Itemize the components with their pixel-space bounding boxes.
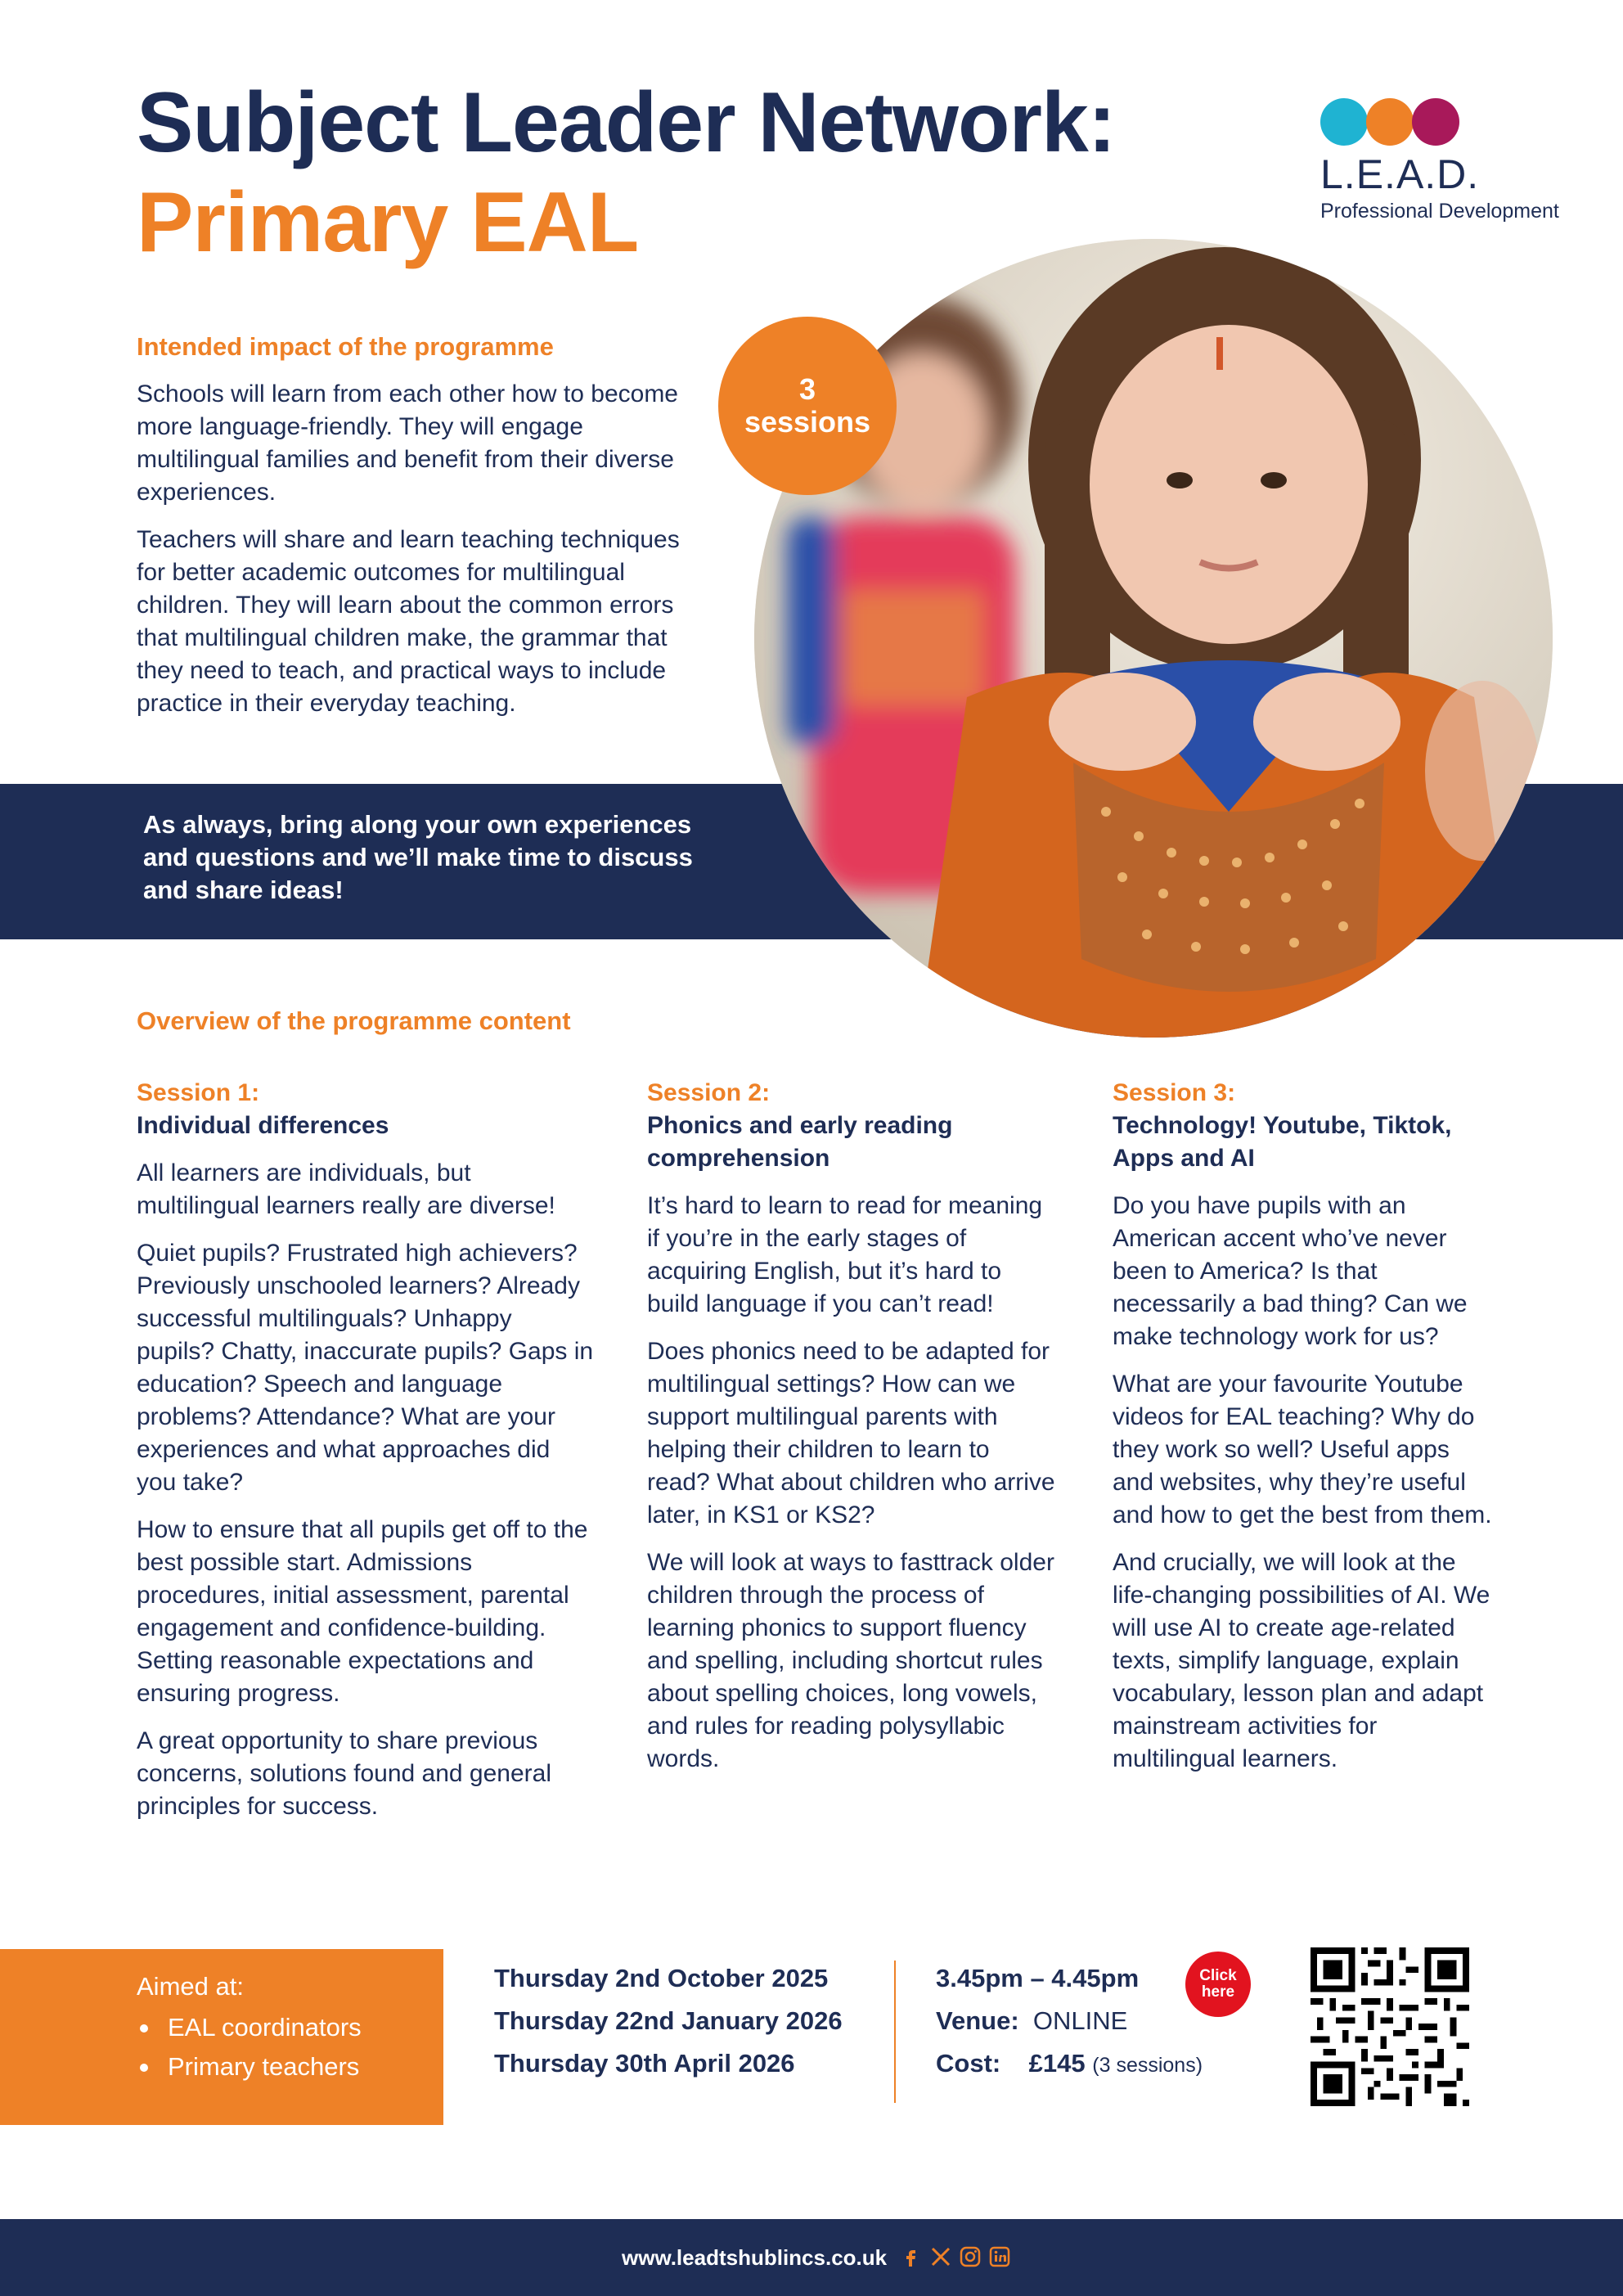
aimed-at-box — [0, 1949, 443, 2125]
sessions-badge — [718, 317, 897, 495]
session-paragraph: How to ensure that all pupils get off to the best possible start. Admissions procedures, initial assessment, parental engagement and confidence-building. Setting reasonable expectations and ensuring progress. — [137, 1516, 588, 1707]
social-icons — [900, 2245, 1011, 2268]
divider — [894, 1961, 896, 2103]
session-paragraph: Quiet pupils? Frustrated high achievers? Previously unschooled learners? Already successful multilinguals? Unhappy pupils? Chatty, inaccurate pupils? Gaps in education? Speech and language problems? Attendance? What are your experiences and what approaches did you take? — [137, 1240, 594, 1496]
session-paragraph: A great opportunity to share previous concerns, solutions found and general principles for success. — [137, 1727, 552, 1820]
session-label: Session 2: — [647, 1079, 771, 1106]
cost-label: Cost: — [936, 2049, 1001, 2078]
cost-value: £145 — [1028, 2049, 1086, 2078]
session-paragraph: And crucially, we will look at the life-changing possibilities of AI. We will use AI to create age-related texts, simplify language, explain vocabulary, lesson plan and adapt mainstream activities for multilingual learners. — [1113, 1549, 1490, 1772]
session-label: Session 3: — [1113, 1079, 1236, 1106]
aimed-at-label: Aimed at: — [137, 1972, 244, 2001]
session-label: Session 1: — [137, 1079, 260, 1106]
click-here-button[interactable] — [1185, 1952, 1251, 2017]
facebook-icon[interactable] — [900, 2245, 923, 2268]
cost-note: (3 sessions) — [1092, 2054, 1203, 2077]
session-paragraph: It’s hard to learn to read for meaning if you’re in the early stages of acquiring English, but it’s hard to build language if you can’t read! — [647, 1192, 1043, 1317]
click-here-line1: Click — [1199, 1967, 1237, 1984]
session-title: Technology! Youtube, Tiktok, Apps and AI — [1113, 1112, 1452, 1172]
impact-heading: Intended impact of the programme — [137, 332, 554, 361]
session-date: Thursday 30th April 2026 — [494, 2049, 795, 2078]
website-link[interactable]: www.leadtshublincs.co.uk — [622, 2245, 888, 2270]
click-here-line2: here — [1201, 1983, 1235, 2001]
band-text: As always, bring along your own experiences and questions and we’ll make time to discuss and share ideas! — [143, 810, 693, 904]
lead-logo — [1320, 98, 1566, 223]
title-line-1: Subject Leader Network: — [137, 75, 1116, 170]
session-paragraph: Does phonics need to be adapted for multilingual settings? How can we support multilingual parents with helping their children to learn to read? What about children who arrive later, in KS1 or KS2? — [647, 1338, 1055, 1528]
session-paragraph: Do you have pupils with an American accent who’ve never been to America? Is that necessarily a bad thing? Can we make technology work for us? — [1113, 1192, 1468, 1350]
aimed-at-item: EAL coordinators — [137, 2008, 443, 2047]
session-title: Individual differences — [137, 1112, 389, 1139]
logo-dots — [1320, 98, 1566, 146]
qr-code[interactable] — [1311, 1947, 1469, 2106]
session-2-column — [647, 1077, 1056, 1776]
impact-paragraph: Schools will learn from each other how to become more language-friendly. They will engage multilingual families and benefit from their diverse experiences. — [137, 380, 678, 506]
footer-bar — [0, 2219, 1623, 2296]
instagram-icon[interactable] — [959, 2245, 982, 2268]
session-1-column — [137, 1077, 595, 1823]
session-title: Phonics and early reading comprehension — [647, 1112, 953, 1172]
logo-subtitle: Professional Development — [1320, 200, 1559, 223]
session-date: Thursday 2nd October 2025 — [494, 1964, 829, 1992]
logo-dot-purple — [1412, 98, 1459, 146]
session-paragraph: We will look at ways to fasttrack older children through the process of learning phonics to support fluency and spelling, including shortcut rules about spelling choices, long vowels, and rules for reading polysyllabic words. — [647, 1549, 1054, 1772]
logo-dot-orange — [1366, 98, 1414, 146]
aimed-at-list — [137, 2008, 443, 2087]
x-icon[interactable] — [929, 2245, 952, 2268]
session-paragraph: What are your favourite Youtube videos for EAL teaching? Why do they work so well? Useful apps and websites, why they’re useful and how to get the best from them. — [1113, 1371, 1492, 1528]
session-time: 3.45pm – 4.45pm — [936, 1964, 1140, 1992]
venue-label: Venue: — [936, 2006, 1019, 2035]
session-paragraph: All learners are individuals, but multilingual learners really are diverse! — [137, 1159, 555, 1219]
page-title — [137, 75, 1116, 270]
aimed-at-item: Primary teachers — [137, 2047, 443, 2087]
overview-heading: Overview of the programme content — [137, 1006, 571, 1035]
linkedin-icon[interactable] — [988, 2245, 1011, 2268]
impact-paragraph: Teachers will share and learn teaching techniques for better academic outcomes for multilingual children. They will learn about the common errors that multilingual children make, the grammar that they need to teach, and practical ways to include practice in their everyday teaching. — [137, 526, 680, 717]
sessions-badge-number: 3 — [798, 372, 816, 406]
venue-value: ONLINE — [1032, 2006, 1128, 2035]
sessions-badge-label: sessions — [744, 405, 871, 439]
impact-section — [137, 331, 709, 720]
logo-dot-blue — [1320, 98, 1368, 146]
session-dates — [494, 1957, 843, 2085]
logo-name: L.E.A.D. — [1320, 151, 1480, 197]
session-date: Thursday 22nd January 2026 — [494, 2006, 843, 2035]
session-3-column — [1113, 1077, 1497, 1776]
session-info — [936, 1957, 1203, 2087]
title-line-2: Primary EAL — [137, 175, 639, 270]
qr-code-image — [1311, 1947, 1469, 2106]
